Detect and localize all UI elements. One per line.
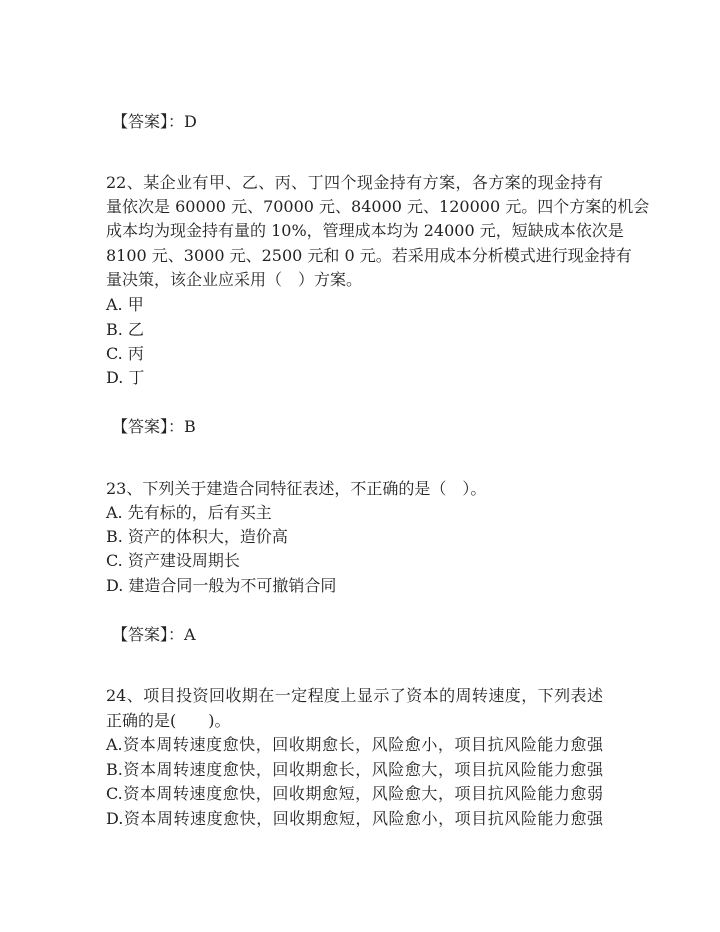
- question-22-text: 量依次是 60000 元、70000 元、84000 元、120000 元。四个方案的机会: [106, 197, 650, 216]
- answer-21: 【答案】：D: [112, 112, 197, 131]
- option-c: C. 丙: [106, 344, 144, 363]
- option-a: A. 甲: [106, 295, 144, 314]
- question-22-text: 成本均为现金持有量的 10%，管理成本均为 24000 元，短缺成本依次是: [106, 221, 624, 240]
- option-b: B.资本周转速度愈快，回收期愈长，风险愈大，项目抗风险能力愈强: [106, 760, 603, 779]
- question-22-text: 量决策，该企业应采用（ ）方案。: [106, 270, 363, 289]
- option-c: C. 资产建设周期长: [106, 551, 240, 570]
- option-a: A. 先有标的，后有买主: [106, 503, 272, 522]
- option-a: A.资本周转速度愈快，回收期愈长，风险愈小，项目抗风险能力愈强: [106, 735, 603, 754]
- option-d: D. 丁: [106, 368, 145, 387]
- option-d: D.资本周转速度愈快，回收期愈短，风险愈小，项目抗风险能力愈强: [106, 809, 603, 828]
- question-23-text: 23、下列关于建造合同特征表述，不正确的是（ ）。: [106, 479, 487, 498]
- question-22-text: 8100 元、3000 元、2500 元和 0 元。若采用成本分析模式进行现金持有: [106, 246, 632, 265]
- answer-23: 【答案】：A: [112, 625, 196, 644]
- question-22-text: 22、某企业有甲、乙、丙、丁四个现金持有方案，各方案的现金持有: [106, 173, 603, 192]
- question-24-text: 正确的是( )。: [106, 711, 231, 730]
- option-b: B. 资产的体积大，造价高: [106, 527, 288, 546]
- option-d: D. 建造合同一般为不可撤销合同: [106, 576, 337, 595]
- question-24-text: 24、项目投资回收期在一定程度上显示了资本的周转速度，下列表述: [106, 686, 603, 705]
- option-c: C.资本周转速度愈快，回收期愈短，风险愈大，项目抗风险能力愈弱: [106, 784, 603, 803]
- option-b: B. 乙: [106, 320, 144, 339]
- answer-22: 【答案】：B: [112, 417, 196, 436]
